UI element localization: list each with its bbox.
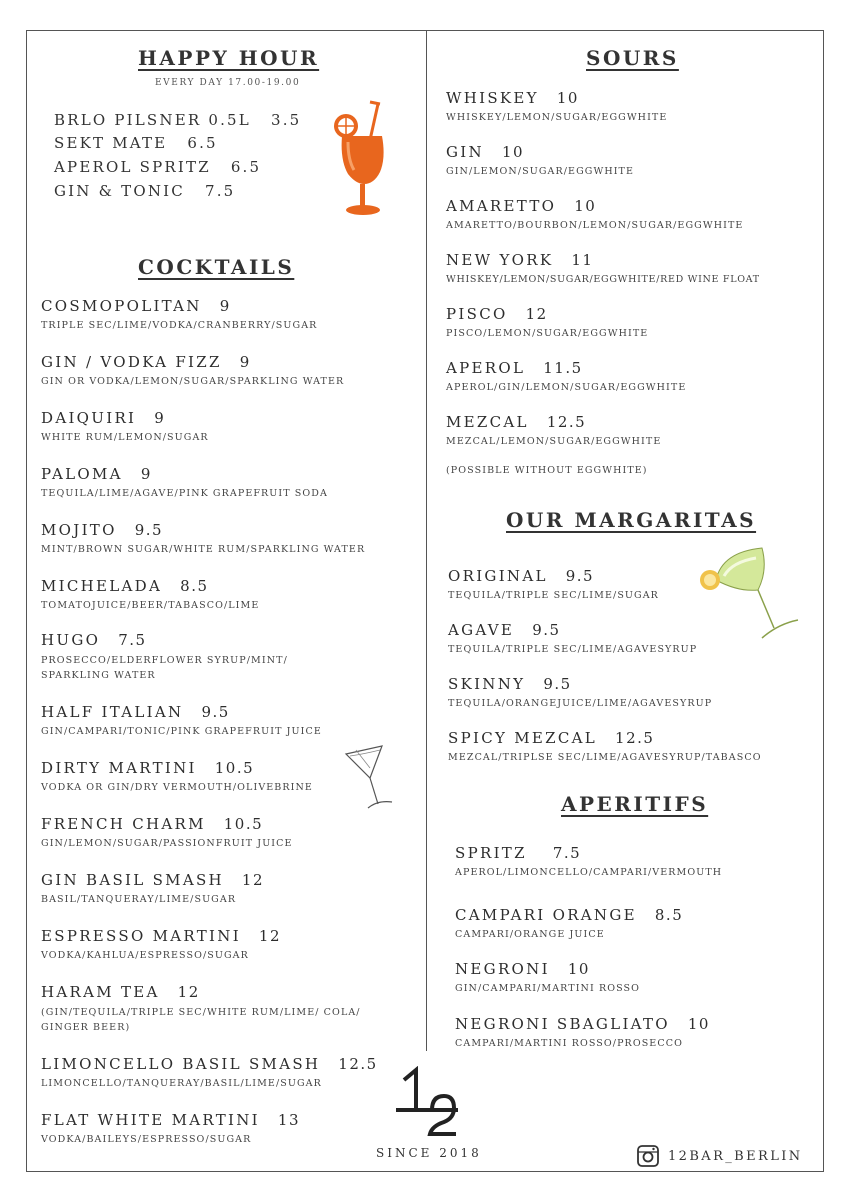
item-name: GIN / VODKA FIZZ — [41, 353, 222, 371]
item-name: HALF ITALIAN — [41, 703, 184, 721]
menu-item — [446, 142, 634, 179]
margarita-glass-icon — [698, 546, 802, 646]
menu-item — [455, 1014, 710, 1051]
item-price: 12.5 — [546, 413, 587, 431]
menu-item — [41, 352, 344, 389]
sours-note: (POSSIBLE WITHOUT EGGWHITE) — [446, 465, 648, 476]
item-price: 7.5 — [552, 844, 582, 862]
item-price: 12 — [258, 927, 282, 945]
item-price: 10.5 — [223, 815, 264, 833]
item-name: NEGRONI SBAGLIATO — [455, 1015, 670, 1033]
item-name: NEGRONI — [455, 960, 550, 978]
item-name: HUGO — [41, 631, 101, 649]
item-ingredients: WHITE RUM/LEMON/SUGAR — [41, 432, 209, 443]
item-ingredients: GIN/LEMON/SUGAR/PASSIONFRUIT JUICE — [41, 838, 293, 849]
item-ingredients: AMARETTO/BOURBON/LEMON/SUGAR/EGGWHITE — [446, 220, 744, 231]
item-name: COSMOPOLITAN — [41, 297, 202, 315]
item-price: 13 — [277, 1111, 300, 1129]
item-name: PALOMA — [41, 465, 123, 483]
menu-item — [41, 296, 317, 333]
menu-item — [41, 758, 313, 795]
item-name: SEKT MATE — [54, 134, 168, 152]
item-ingredients: TEQUILA/ORANGEJUICE/LIME/AGAVESYRUP — [448, 698, 713, 709]
item-name: CAMPARI ORANGE — [455, 906, 637, 924]
item-ingredients: APEROL/GIN/LEMON/SUGAR/EGGWHITE — [446, 382, 687, 393]
item-price: 12.5 — [615, 729, 655, 747]
menu-item — [448, 674, 712, 711]
menu-item — [448, 566, 659, 603]
item-price: 10 — [556, 89, 579, 107]
happy-hour-item — [54, 158, 261, 176]
menu-item — [446, 412, 661, 449]
menu-item — [446, 196, 743, 233]
item-price: 11.5 — [543, 359, 583, 377]
menu-item — [41, 520, 365, 557]
menu-item — [446, 250, 760, 287]
item-ingredients: CAMPARI/ORANGE JUICE — [455, 929, 605, 940]
item-ingredients: BASIL/TANQUERAY/LIME/SUGAR — [41, 894, 237, 905]
item-price: 9.5 — [134, 521, 164, 539]
item-name: AMARETTO — [446, 197, 557, 215]
item-price: 9.5 — [565, 567, 595, 585]
item-price: 9.5 — [532, 621, 561, 639]
item-ingredients: VODKA/BAILEYS/ESPRESSO/SUGAR — [41, 1134, 252, 1145]
bar-logo — [394, 1066, 460, 1138]
happy-hour-item — [54, 182, 235, 200]
item-ingredients: LIMONCELLO/TANQUERAY/BASIL/LIME/SUGAR — [41, 1078, 322, 1089]
item-price: 12.5 — [338, 1055, 378, 1073]
menu-item — [41, 982, 361, 1035]
menu-item — [446, 304, 648, 341]
item-price: 10.5 — [214, 759, 255, 777]
happy-hour-subtitle: EVERY DAY 17.00-19.00 — [155, 78, 301, 88]
menu-item — [41, 870, 264, 907]
item-price: 3.5 — [270, 111, 302, 129]
item-ingredients: TEQUILA/TRIPLE SEC/LIME/SUGAR — [448, 590, 659, 601]
cocktails-title: COCKTAILS — [138, 255, 295, 279]
item-ingredients: WHISKEY/LEMON/SUGAR/EGGWHITE/RED WINE FLOAT — [446, 274, 760, 285]
menu-item — [41, 702, 322, 739]
item-name: APEROL — [446, 359, 526, 377]
item-name: SKINNY — [448, 675, 526, 693]
menu-item — [448, 620, 697, 657]
item-ingredients: APEROL/LIMONCELLO/CAMPARI/VERMOUTH — [455, 867, 723, 878]
instagram-handle: 12BAR_BERLIN — [668, 1148, 803, 1164]
item-price: 12 — [525, 305, 548, 323]
item-ingredients: GIN/LEMON/SUGAR/EGGWHITE — [446, 166, 635, 177]
item-name: MOJITO — [41, 521, 117, 539]
item-price: 12 — [177, 983, 200, 1001]
item-price: 6.5 — [187, 134, 218, 152]
instagram-icon — [636, 1144, 660, 1168]
item-ingredients: MINT/BROWN SUGAR/WHITE RUM/SPARKLING WATER — [41, 544, 366, 555]
margaritas-title: OUR MARGARITAS — [506, 508, 757, 532]
item-price: 8.5 — [654, 906, 684, 924]
item-ingredients: MEZCAL/TRIPLSE SEC/LIME/AGAVESYRUP/TABASCO — [448, 752, 762, 763]
happy-hour-title: HAPPY HOUR — [138, 46, 320, 70]
item-name: SPRITZ — [455, 844, 527, 862]
item-name: MEZCAL — [446, 413, 529, 431]
menu-item — [446, 358, 686, 395]
item-name: APEROL SPRITZ — [54, 158, 211, 176]
item-ingredients: CAMPARI/MARTINI ROSSO/PROSECCO — [455, 1038, 683, 1049]
item-name: GIN BASIL SMASH — [41, 871, 224, 889]
ingredients-line: GINGER BEER) — [41, 1022, 131, 1033]
item-name: WHISKEY — [446, 89, 539, 107]
menu-item — [41, 576, 259, 613]
item-name: ESPRESSO MARTINI — [41, 927, 241, 945]
menu-item — [41, 926, 281, 963]
item-name: HARAM TEA — [41, 983, 160, 1001]
item-name: DAIQUIRI — [41, 409, 137, 427]
item-name: MICHELADA — [41, 577, 163, 595]
item-ingredients: GIN/CAMPARI/TONIC/PINK GRAPEFRUIT JUICE — [41, 726, 322, 737]
item-price: 9 — [219, 297, 231, 315]
ingredients-line: PROSECCO/ELDERFLOWER SYRUP/MINT/ — [41, 655, 288, 666]
menu-item — [41, 408, 209, 445]
item-name: AGAVE — [448, 621, 515, 639]
menu-item — [41, 1110, 300, 1147]
item-ingredients: TEQUILA/TRIPLE SEC/LIME/AGAVESYRUP — [448, 644, 698, 655]
item-ingredients — [41, 1005, 361, 1035]
item-ingredients: VODKA/KAHLUA/ESPRESSO/SUGAR — [41, 950, 249, 961]
item-price: 9.5 — [543, 675, 572, 693]
item-name: FRENCH CHARM — [41, 815, 206, 833]
item-price: 7.5 — [204, 182, 236, 200]
menu-item — [446, 88, 667, 125]
item-price: 9 — [140, 465, 152, 483]
item-name: ORIGINAL — [448, 567, 548, 585]
item-name: BRLO PILSNER 0.5L — [54, 111, 251, 129]
item-price: 11 — [571, 251, 594, 269]
item-price: 10 — [574, 197, 597, 215]
item-ingredients: MEZCAL/LEMON/SUGAR/EGGWHITE — [446, 436, 662, 447]
instagram-link[interactable] — [636, 1144, 803, 1168]
ingredients-line: SPARKLING WATER — [41, 670, 156, 681]
aperitifs-title: APERITIFS — [561, 792, 709, 816]
menu-item — [455, 959, 640, 996]
item-name: SPICY MEZCAL — [448, 729, 598, 747]
ingredients-line: (GIN/TEQUILA/TRIPLE SEC/WHITE RUM/LIME/ COLA/ — [41, 1007, 361, 1018]
item-price: 10 — [687, 1015, 710, 1033]
item-ingredients: GIN OR VODKA/LEMON/SUGAR/SPARKLING WATER — [41, 376, 345, 387]
menu-item — [41, 464, 328, 501]
item-price: 8.5 — [180, 577, 209, 595]
menu-item — [455, 843, 722, 880]
item-price: 9 — [239, 353, 251, 371]
martini-glass-icon — [344, 744, 398, 812]
column-divider — [426, 31, 427, 1051]
sours-title: SOURS — [586, 46, 679, 70]
happy-hour-item — [54, 134, 218, 152]
item-ingredients: TEQUILA/LIME/AGAVE/PINK GRAPEFRUIT SODA — [41, 488, 328, 499]
orange-cocktail-icon — [330, 100, 394, 220]
item-ingredients: PISCO/LEMON/SUGAR/EGGWHITE — [446, 328, 649, 339]
item-price: 9.5 — [201, 703, 230, 721]
item-ingredients: GIN/CAMPARI/MARTINI ROSSO — [455, 983, 641, 994]
menu-item — [41, 1054, 378, 1091]
item-price: 7.5 — [118, 631, 147, 649]
item-ingredients — [41, 653, 288, 683]
item-name: GIN — [446, 143, 484, 161]
item-ingredients: TRIPLE SEC/LIME/VODKA/CRANBERRY/SUGAR — [41, 320, 318, 331]
item-price: 10 — [501, 143, 525, 161]
item-name: DIRTY MARTINI — [41, 759, 197, 777]
menu-item — [455, 905, 683, 942]
item-name: GIN & TONIC — [54, 182, 185, 200]
item-price: 10 — [567, 960, 590, 978]
item-price: 6.5 — [230, 158, 262, 176]
item-price: 9 — [154, 409, 166, 427]
item-name: PISCO — [446, 305, 508, 323]
item-ingredients: WHISKEY/LEMON/SUGAR/EGGWHITE — [446, 112, 668, 123]
item-name: FLAT WHITE MARTINI — [41, 1111, 260, 1129]
menu-item — [41, 814, 293, 851]
since-text: SINCE 2018 — [376, 1146, 482, 1160]
item-name: LIMONCELLO BASIL SMASH — [41, 1055, 321, 1073]
item-ingredients: TOMATOJUICE/BEER/TABASCO/LIME — [41, 600, 260, 611]
item-ingredients: VODKA OR GIN/DRY VERMOUTH/OLIVEBRINE — [41, 782, 313, 793]
menu-item — [41, 630, 288, 683]
item-price: 12 — [241, 871, 265, 889]
menu-item — [448, 728, 762, 765]
item-name: NEW YORK — [446, 251, 554, 269]
happy-hour-item — [54, 111, 301, 129]
